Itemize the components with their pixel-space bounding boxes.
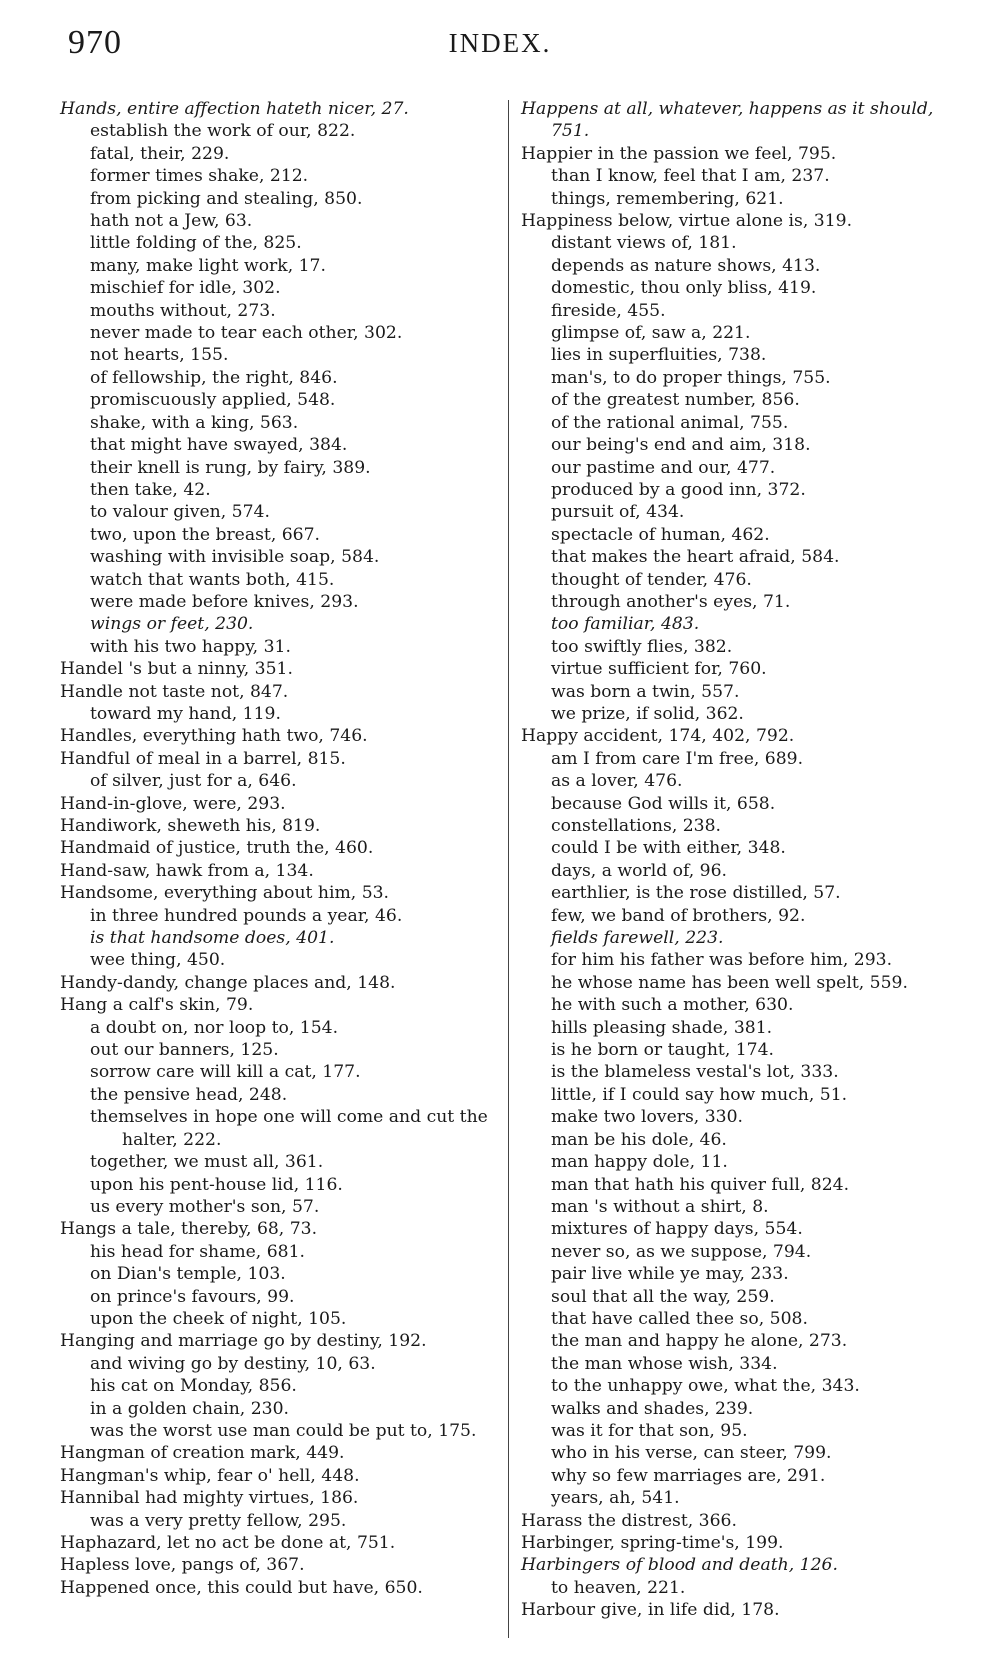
index-subentry: in a golden chain, 230. bbox=[90, 1398, 289, 1419]
index-subentry: was the worst use man could be put to, 175. bbox=[90, 1420, 477, 1441]
index-entry: Happened once, this could but have, 650. bbox=[60, 1577, 423, 1598]
index-entry: Hangman of creation mark, 449. bbox=[60, 1443, 345, 1464]
index-subentry: promiscuously applied, 548. bbox=[90, 390, 336, 411]
index-subentry: who in his verse, can steer, 799. bbox=[551, 1443, 832, 1464]
index-entry: Harbinger, spring-time's, 199. bbox=[521, 1533, 784, 1553]
index-subentry: soul that all the way, 259. bbox=[551, 1286, 775, 1307]
index-subentry: because God wills it, 658. bbox=[551, 793, 776, 814]
index-subentry: could I be with either, 348. bbox=[551, 838, 786, 859]
index-subentry: his cat on Monday, 856. bbox=[90, 1376, 297, 1397]
index-subentry: too swiftly flies, 382. bbox=[551, 636, 733, 657]
index-subentry: fields farewell, 223. bbox=[551, 928, 724, 949]
index-subentry: than I know, feel that I am, 237. bbox=[551, 166, 830, 187]
index-subentry: man be his dole, 46. bbox=[551, 1129, 727, 1150]
index-subentry: of fellowship, the right, 846. bbox=[90, 367, 338, 388]
page-title: INDEX. bbox=[448, 28, 552, 58]
index-subentry: on Dian's temple, 103. bbox=[90, 1264, 286, 1285]
index-subentry: two, upon the breast, 667. bbox=[90, 524, 321, 545]
index-entry: Handmaid of justice, truth the, 460. bbox=[60, 838, 374, 859]
index-subentry: man 's without a shirt, 8. bbox=[551, 1196, 769, 1217]
index-subentry: was a very pretty fellow, 295. bbox=[90, 1510, 347, 1531]
index-entry: Handiwork, sheweth his, 819. bbox=[60, 816, 321, 836]
index-subentry: we prize, if solid, 362. bbox=[551, 703, 744, 724]
index-entry: Hand-in-glove, were, 293. bbox=[60, 793, 286, 814]
index-subentry: too familiar, 483. bbox=[551, 614, 700, 635]
index-subentry: fatal, their, 229. bbox=[90, 143, 230, 164]
index-subentry: fireside, 455. bbox=[551, 300, 666, 321]
index-subentry: mischief for idle, 302. bbox=[90, 278, 281, 299]
index-subentry: not hearts, 155. bbox=[90, 345, 229, 366]
index-subentry: is the blameless vestal's lot, 333. bbox=[551, 1062, 839, 1083]
index-subentry: man happy dole, 11. bbox=[551, 1152, 728, 1173]
index-subentry: he whose name has been well spelt, 559. bbox=[551, 972, 908, 993]
page-number: 970 bbox=[68, 24, 122, 61]
index-subentry: of the greatest number, 856. bbox=[551, 390, 800, 411]
index-subentry: earthlier, is the rose distilled, 57. bbox=[551, 883, 841, 904]
index-subentry: depends as nature shows, 413. bbox=[551, 255, 821, 276]
index-subentry: things, remembering, 621. bbox=[551, 188, 784, 209]
index-subentry: hills pleasing shade, 381. bbox=[551, 1017, 773, 1038]
index-column-right bbox=[521, 98, 941, 1622]
index-subentry: spectacle of human, 462. bbox=[551, 524, 770, 545]
index-subentry: pair live while ye may, 233. bbox=[551, 1264, 789, 1285]
index-subentry: years, ah, 541. bbox=[551, 1488, 680, 1509]
index-subentry: few, we band of brothers, 92. bbox=[551, 905, 806, 926]
index-entry: Harbingers of blood and death, 126. bbox=[521, 1555, 838, 1576]
index-entry: Hanging and marriage go by destiny, 192. bbox=[60, 1331, 427, 1352]
index-subentry: is he born or taught, 174. bbox=[551, 1040, 775, 1061]
index-entry: Handle not taste not, 847. bbox=[60, 681, 289, 702]
index-subentry: to the unhappy owe, what the, 343. bbox=[551, 1376, 860, 1397]
index-subentry: pursuit of, 434. bbox=[551, 502, 685, 523]
index-subentry: the man whose wish, 334. bbox=[551, 1353, 778, 1374]
index-subentry: man that hath his quiver full, 824. bbox=[551, 1174, 850, 1195]
index-subentry: watch that wants both, 415. bbox=[90, 569, 335, 590]
index-subentry: why so few marriages are, 291. bbox=[551, 1465, 826, 1486]
index-subentry: the man and happy he alone, 273. bbox=[551, 1331, 848, 1352]
index-subentry: to heaven, 221. bbox=[551, 1577, 686, 1598]
index-entry: Handles, everything hath two, 746. bbox=[60, 726, 368, 747]
index-subentry: was born a twin, 557. bbox=[551, 681, 740, 702]
index-subentry: produced by a good inn, 372. bbox=[551, 479, 806, 500]
index-entry: Happiness below, virtue alone is, 319. bbox=[521, 211, 853, 232]
index-subentry: the pensive head, 248. bbox=[90, 1084, 288, 1105]
index-subentry: constellations, 238. bbox=[551, 816, 722, 836]
index-subentry: our being's end and aim, 318. bbox=[551, 435, 811, 456]
index-subentry: with his two happy, 31. bbox=[90, 636, 291, 657]
index-entry: Hands, entire affection hateth nicer, 27. bbox=[60, 99, 409, 119]
index-entry: Harbour give, in life did, 178. bbox=[521, 1600, 780, 1621]
index-subentry: their knell is rung, by fairy, 389. bbox=[90, 457, 371, 478]
index-subentry: little folding of the, 825. bbox=[90, 233, 302, 254]
index-entry: Hannibal had mighty virtues, 186. bbox=[60, 1488, 359, 1509]
index-entry: Hang a calf's skin, 79. bbox=[60, 995, 254, 1016]
index-subentry: in three hundred pounds a year, 46. bbox=[90, 905, 403, 926]
index-subentry: for him his father was before him, 293. bbox=[551, 950, 893, 971]
index-subentry: am I from care I'm free, 689. bbox=[551, 748, 804, 769]
page-header bbox=[0, 20, 1000, 70]
index-subentry: on prince's favours, 99. bbox=[90, 1286, 295, 1307]
index-entry: Happier in the passion we feel, 795. bbox=[521, 143, 837, 164]
index-subentry: was it for that son, 95. bbox=[551, 1420, 748, 1441]
index-subentry: distant views of, 181. bbox=[551, 233, 737, 254]
index-subentry: domestic, thou only bliss, 419. bbox=[551, 278, 817, 299]
index-subentry: never made to tear each other, 302. bbox=[90, 323, 403, 344]
index-subentry: make two lovers, 330. bbox=[551, 1107, 743, 1128]
index-subentry: that makes the heart afraid, 584. bbox=[551, 547, 840, 568]
index-entry: Handful of meal in a barrel, 815. bbox=[60, 748, 346, 769]
index-entry: Hangs a tale, thereby, 68, 73. bbox=[60, 1219, 318, 1240]
index-subentry: never so, as we suppose, 794. bbox=[551, 1241, 812, 1262]
index-subentry: shake, with a king, 563. bbox=[90, 412, 299, 433]
index-entry: Happy accident, 174, 402, 792. bbox=[521, 726, 795, 747]
index-subentry: little, if I could say how much, 51. bbox=[551, 1084, 848, 1105]
index-subentry: of the rational animal, 755. bbox=[551, 412, 789, 433]
index-subentry: walks and shades, 239. bbox=[551, 1398, 754, 1419]
index-subentry: mouths without, 273. bbox=[90, 300, 276, 321]
index-subentry: former times shake, 212. bbox=[90, 166, 309, 187]
index-subentry: establish the work of our, 822. bbox=[90, 121, 356, 142]
index-subentry: he with such a mother, 630. bbox=[551, 995, 794, 1016]
index-entry: Hand-saw, hawk from a, 134. bbox=[60, 860, 314, 881]
column-divider bbox=[508, 100, 509, 1638]
index-column-left bbox=[60, 98, 500, 1599]
index-subentry: of silver, just for a, 646. bbox=[90, 771, 297, 792]
index-subentry: thought of tender, 476. bbox=[551, 569, 752, 590]
index-subentry: wee thing, 450. bbox=[90, 950, 226, 971]
index-subentry: themselves in hope one will come and cut the halter, 222. bbox=[90, 1107, 488, 1150]
index-subentry: us every mother's son, 57. bbox=[90, 1196, 320, 1217]
index-subentry: virtue sufficient for, 760. bbox=[551, 659, 767, 680]
index-subentry: is that handsome does, 401. bbox=[90, 928, 335, 949]
index-subentry: that have called thee so, 508. bbox=[551, 1308, 808, 1329]
index-entry: Handy-dandy, change places and, 148. bbox=[60, 972, 396, 993]
index-subentry: to valour given, 574. bbox=[90, 502, 270, 523]
index-subentry: toward my hand, 119. bbox=[90, 703, 281, 724]
index-subentry: then take, 42. bbox=[90, 479, 211, 500]
index-subentry: many, make light work, 17. bbox=[90, 255, 326, 276]
index-entry: Happens at all, whatever, happens as it should, 751. bbox=[521, 99, 934, 142]
index-subentry: days, a world of, 96. bbox=[551, 860, 728, 881]
index-subentry: upon the cheek of night, 105. bbox=[90, 1308, 347, 1329]
index-subentry: a doubt on, nor loop to, 154. bbox=[90, 1017, 339, 1038]
index-subentry: washing with invisible soap, 584. bbox=[90, 547, 380, 568]
index-entry: Haphazard, let no act be done at, 751. bbox=[60, 1533, 396, 1553]
index-entry: Handsome, everything about him, 53. bbox=[60, 883, 390, 904]
index-subentry: that might have swayed, 384. bbox=[90, 435, 348, 456]
index-subentry: together, we must all, 361. bbox=[90, 1152, 324, 1173]
index-subentry: sorrow care will kill a cat, 177. bbox=[90, 1062, 361, 1083]
index-subentry: out our banners, 125. bbox=[90, 1040, 279, 1061]
index-entry: Handel 's but a ninny, 351. bbox=[60, 659, 293, 680]
index-subentry: were made before knives, 293. bbox=[90, 591, 359, 612]
index-subentry: our pastime and our, 477. bbox=[551, 457, 776, 478]
index-subentry: as a lover, 476. bbox=[551, 771, 683, 792]
index-subentry: hath not a Jew, 63. bbox=[90, 211, 253, 232]
index-subentry: from picking and stealing, 850. bbox=[90, 188, 363, 209]
index-subentry: glimpse of, saw a, 221. bbox=[551, 323, 751, 344]
index-subentry: wings or feet, 230. bbox=[90, 614, 254, 635]
index-entry: Harass the distrest, 366. bbox=[521, 1510, 737, 1531]
index-subentry: and wiving go by destiny, 10, 63. bbox=[90, 1353, 376, 1374]
index-subentry: upon his pent-house lid, 116. bbox=[90, 1174, 343, 1195]
index-subentry: lies in superfluities, 738. bbox=[551, 345, 767, 366]
index-subentry: his head for shame, 681. bbox=[90, 1241, 305, 1262]
index-subentry: mixtures of happy days, 554. bbox=[551, 1219, 803, 1240]
index-subentry: through another's eyes, 71. bbox=[551, 591, 791, 612]
index-entry: Hangman's whip, fear o' hell, 448. bbox=[60, 1465, 360, 1486]
index-entry: Hapless love, pangs of, 367. bbox=[60, 1555, 305, 1576]
index-subentry: man's, to do proper things, 755. bbox=[551, 367, 831, 388]
